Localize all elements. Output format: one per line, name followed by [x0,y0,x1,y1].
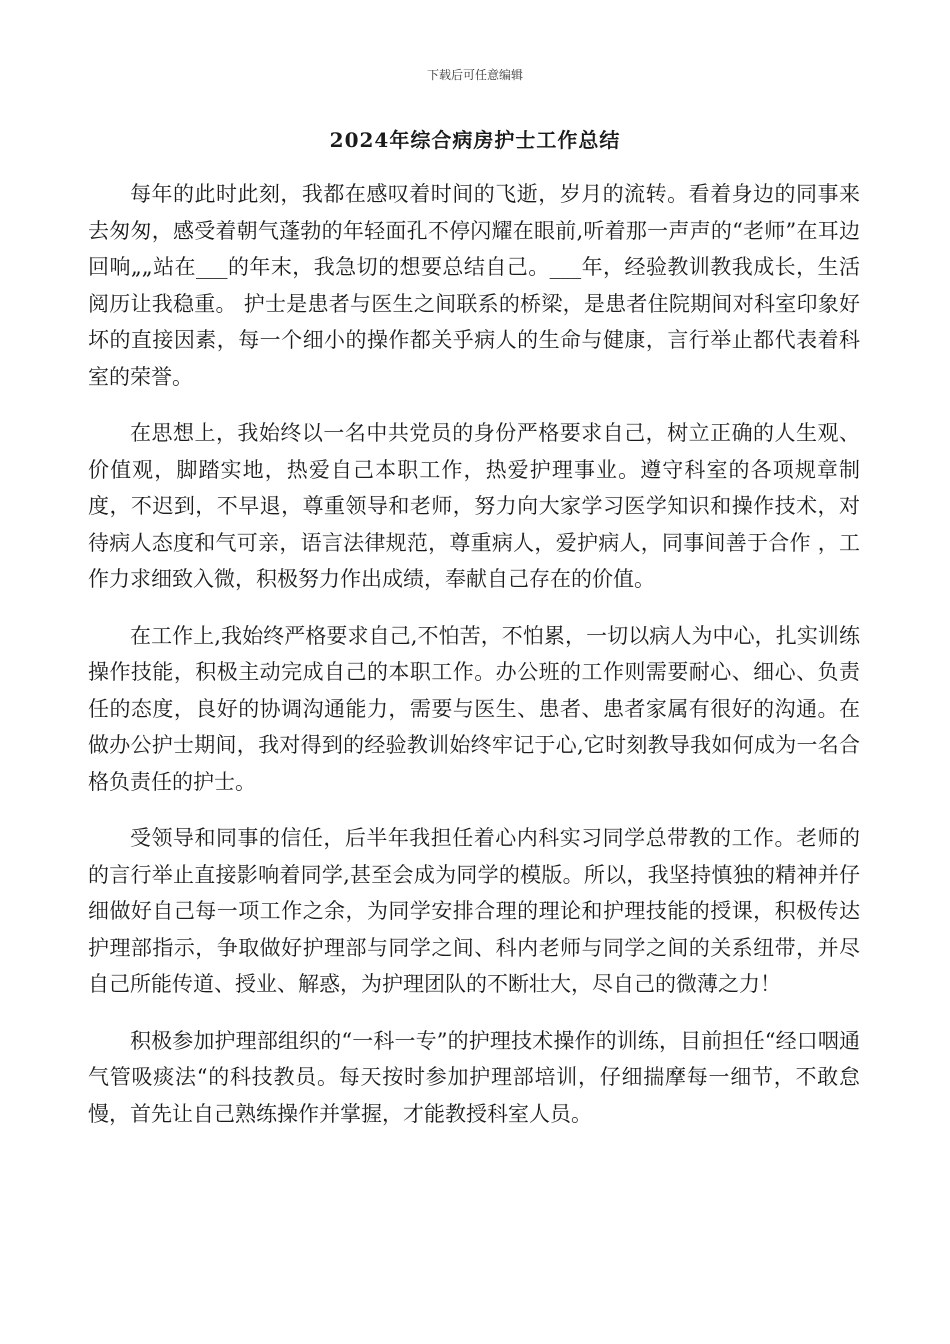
paragraph-1: 每年的此时此刻，我都在感叹着时间的飞逝，岁月的流转。看着身边的同事来去匆匆，感受着朝气蓬勃的年轻面孔不停闪耀在眼前,听着那一声声的“老师”在耳边回响„„站在___的年末，我急切的想要总结自己。___年，经验教训教我成长，生活阅历让我稳重。 护士是患者与医生之间联系的桥梁，是患者住院期间对科室印象好坏的直接因素，每一个细小的操作都关乎病人的生命与健康，言行举止都代表着科室的荣誉。 [88,182,860,389]
paragraph-2: 在思想上，我始终以一名中共党员的身份严格要求自己，树立正确的人生观、价值观，脚踏实地，热爱自己本职工作，热爱护理事业。遵守科室的各项规章制度，不迟到，不早退，尊重领导和老师，努力向大家学习医学知识和操作技术，对待病人态度和气可亲，语言法律规范，尊重病人，爱护病人，同事间善于合作 ，工作力求细致入微，积极努力作出成绩，奉献自己存在的价值。 [88,421,860,591]
header-note: 下载后可任意编辑 [426,68,523,82]
paragraph-5: 积极参加护理部组织的“一科一专”的护理技术操作的训练，目前担任“经口咽通气管吸痰法“的科技教员。每天按时参加护理部培训，仔细揣摩每一细节，不敢怠慢，首先让自己熟练操作并掌握，才能教授科室人员。 [88,1028,860,1126]
paragraph-4: 受领导和同事的信任，后半年我担任着心内科实习同学总带教的工作。老师的的言行举止直接影响着同学,甚至会成为同学的模版。所以，我坚持慎独的精神并仔细做好自己每一项工作之余，为同学安排合理的理论和护理技能的授课，积极传达护理部指示，争取做好护理部与同学之间、科内老师与同学之间的关系纽带，并尽自己所能传道、授业、解惑，为护理团队的不断壮大，尽自己的微薄之力！ [88,826,860,996]
document-body [88,176,860,1152]
document-title: 2024年综合病房护士工作总结 [329,128,621,152]
paragraph-3: 在工作上,我始终严格要求自己,不怕苦，不怕累，一切以病人为中心，扎实训练操作技能，积极主动完成自己的本职工作。办公班的工作则需要耐心、细心、负责任的态度，良好的协调沟通能力，需要与医生、患者、患者家属有很好的沟通。在做办公护士期间，我对得到的经验教训始终牢记于心,它时刻教导我如何成为一名合格负责任的护士。 [88,623,860,794]
